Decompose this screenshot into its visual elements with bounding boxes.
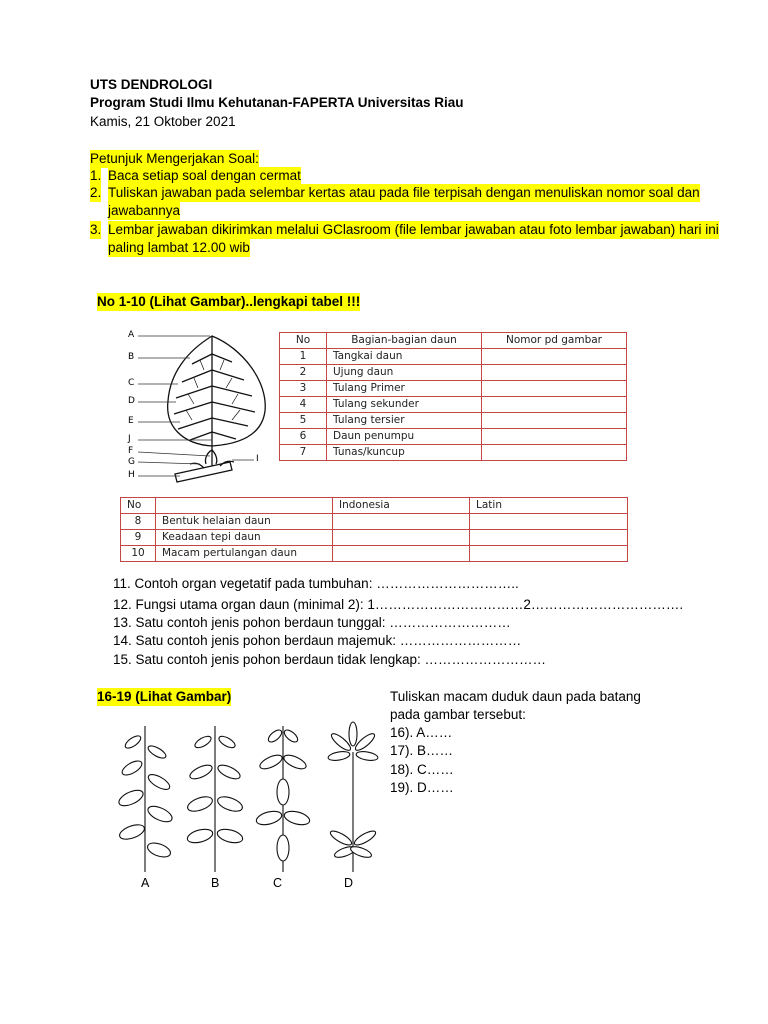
answer-cell[interactable] — [482, 445, 627, 461]
table-header-row — [280, 333, 627, 349]
table-header: No — [121, 498, 156, 514]
table-cell: Macam pertulangan daun — [156, 546, 333, 562]
section2-prompt-line: Tuliskan macam duduk daun pada batang — [390, 689, 641, 704]
table-row — [280, 413, 627, 429]
table-cell: 9 — [121, 530, 156, 546]
answer-17: 17). B…… — [390, 743, 454, 758]
section2-heading: 16-19 (Lihat Gambar) — [97, 689, 232, 704]
table-row — [280, 349, 627, 365]
table-row — [280, 397, 627, 413]
plant-label-d: D — [344, 876, 354, 890]
instruction-text: Baca setiap soal dengan cermat — [108, 168, 301, 183]
table-header: Latin — [470, 498, 628, 514]
leaf-label-f: F — [128, 446, 134, 456]
question-15: 15. Satu contoh jenis pohon berdaun tidak lengkap: ……………………… — [113, 652, 546, 667]
answer-cell[interactable] — [333, 546, 470, 562]
table-cell: Tulang tersier — [327, 413, 482, 429]
leaf-label-g: G — [128, 457, 135, 467]
table-row — [121, 514, 628, 530]
question-13: 13. Satu contoh jenis pohon berdaun tunggal: ……………………… — [113, 615, 511, 630]
leaf-label-c: C — [128, 378, 135, 388]
doc-title: UTS DENDROLOGI — [90, 77, 213, 92]
table-header: Bagian-bagian daun — [327, 333, 482, 349]
leaf-label-h: H — [128, 470, 135, 480]
plant-label-a: A — [141, 876, 150, 890]
instruction-text: Tuliskan jawaban pada selembar kertas atau pada file terpisah dengan menuliskan nomor soal dan — [108, 185, 700, 200]
leaf-label-i: I — [256, 454, 259, 464]
table-cell: Tulang Primer — [327, 381, 482, 397]
table-cell: 8 — [121, 514, 156, 530]
leaf-label-e: E — [128, 416, 134, 426]
answer-cell[interactable] — [482, 365, 627, 381]
plants-drawing — [105, 712, 385, 872]
table-cell: Tangkai daun — [327, 349, 482, 365]
section2-prompt-line: pada gambar tersebut: — [390, 707, 526, 722]
exam-date: Kamis, 21 Oktober 2021 — [90, 114, 236, 129]
answer-cell[interactable] — [333, 514, 470, 530]
program-name: Program Studi Ilmu Kehutanan-FAPERTA Universitas Riau — [90, 95, 464, 110]
plant-label-c: C — [273, 876, 283, 890]
instruction-text: paling lambat 12.00 wib — [108, 240, 250, 255]
question-14: 14. Satu contoh jenis pohon berdaun majemuk: ……………………… — [113, 633, 522, 648]
answer-18: 18). C…… — [390, 762, 454, 777]
table-cell: Bentuk helaian daun — [156, 514, 333, 530]
answer-cell[interactable] — [482, 429, 627, 445]
table-cell: 4 — [280, 397, 327, 413]
question-12: 12. Fungsi utama organ daun (minimal 2): 1……………………………2……………………………. — [113, 597, 684, 612]
instruction-text: jawabannya — [108, 203, 181, 218]
leaf-form-table — [120, 497, 628, 562]
instruction-number: 2. — [90, 185, 102, 200]
answer-cell[interactable] — [333, 530, 470, 546]
table-row — [121, 546, 628, 562]
table-cell: 2 — [280, 365, 327, 381]
table-row — [280, 365, 627, 381]
table-cell: 10 — [121, 546, 156, 562]
table-row — [280, 445, 627, 461]
table-row — [280, 381, 627, 397]
instructions-heading: Petunjuk Mengerjakan Soal: — [90, 151, 259, 166]
answer-cell[interactable] — [482, 349, 627, 365]
question-11: 11. Contoh organ vegetatif pada tumbuhan: ………………………….. — [113, 576, 519, 591]
plant-label-b: B — [211, 876, 220, 890]
table-header: No — [280, 333, 327, 349]
instruction-number: 3. — [90, 222, 102, 237]
table-cell: Daun penumpu — [327, 429, 482, 445]
leaf-label-d: D — [128, 396, 135, 406]
section1-heading: No 1-10 (Lihat Gambar)..lengkapi tabel !!! — [97, 294, 361, 309]
phyllotaxis-illustration — [105, 712, 385, 872]
leaf-label-j: J — [128, 434, 131, 444]
table-cell: Keadaan tepi daun — [156, 530, 333, 546]
leaf-label-b: B — [128, 352, 135, 362]
table-row — [280, 429, 627, 445]
answer-cell[interactable] — [482, 397, 627, 413]
answer-cell[interactable] — [470, 530, 628, 546]
table-header: Indonesia — [333, 498, 470, 514]
leaf-parts-table — [279, 332, 627, 461]
answer-cell[interactable] — [482, 413, 627, 429]
answer-cell[interactable] — [470, 546, 628, 562]
answer-19: 19). D…… — [390, 780, 454, 795]
instruction-text: Lembar jawaban dikirimkan melalui GClasroom (file lembar jawaban atau foto lembar jawaban) hari ini — [108, 222, 719, 237]
table-cell: Ujung daun — [327, 365, 482, 381]
leaf-diagram — [120, 326, 280, 486]
answer-cell[interactable] — [470, 514, 628, 530]
table-cell: Tunas/kuncup — [327, 445, 482, 461]
table-cell: 3 — [280, 381, 327, 397]
table-row — [121, 530, 628, 546]
table-cell: Tulang sekunder — [327, 397, 482, 413]
leaf-label-a: A — [128, 330, 135, 340]
instruction-number: 1. — [90, 168, 102, 183]
answer-16: 16). A…… — [390, 725, 453, 740]
table-header: Nomor pd gambar — [482, 333, 627, 349]
table-cell: 6 — [280, 429, 327, 445]
table-header — [156, 498, 333, 514]
table-cell: 5 — [280, 413, 327, 429]
table-header-row — [121, 498, 628, 514]
table-cell: 7 — [280, 445, 327, 461]
answer-cell[interactable] — [482, 381, 627, 397]
table-cell: 1 — [280, 349, 327, 365]
